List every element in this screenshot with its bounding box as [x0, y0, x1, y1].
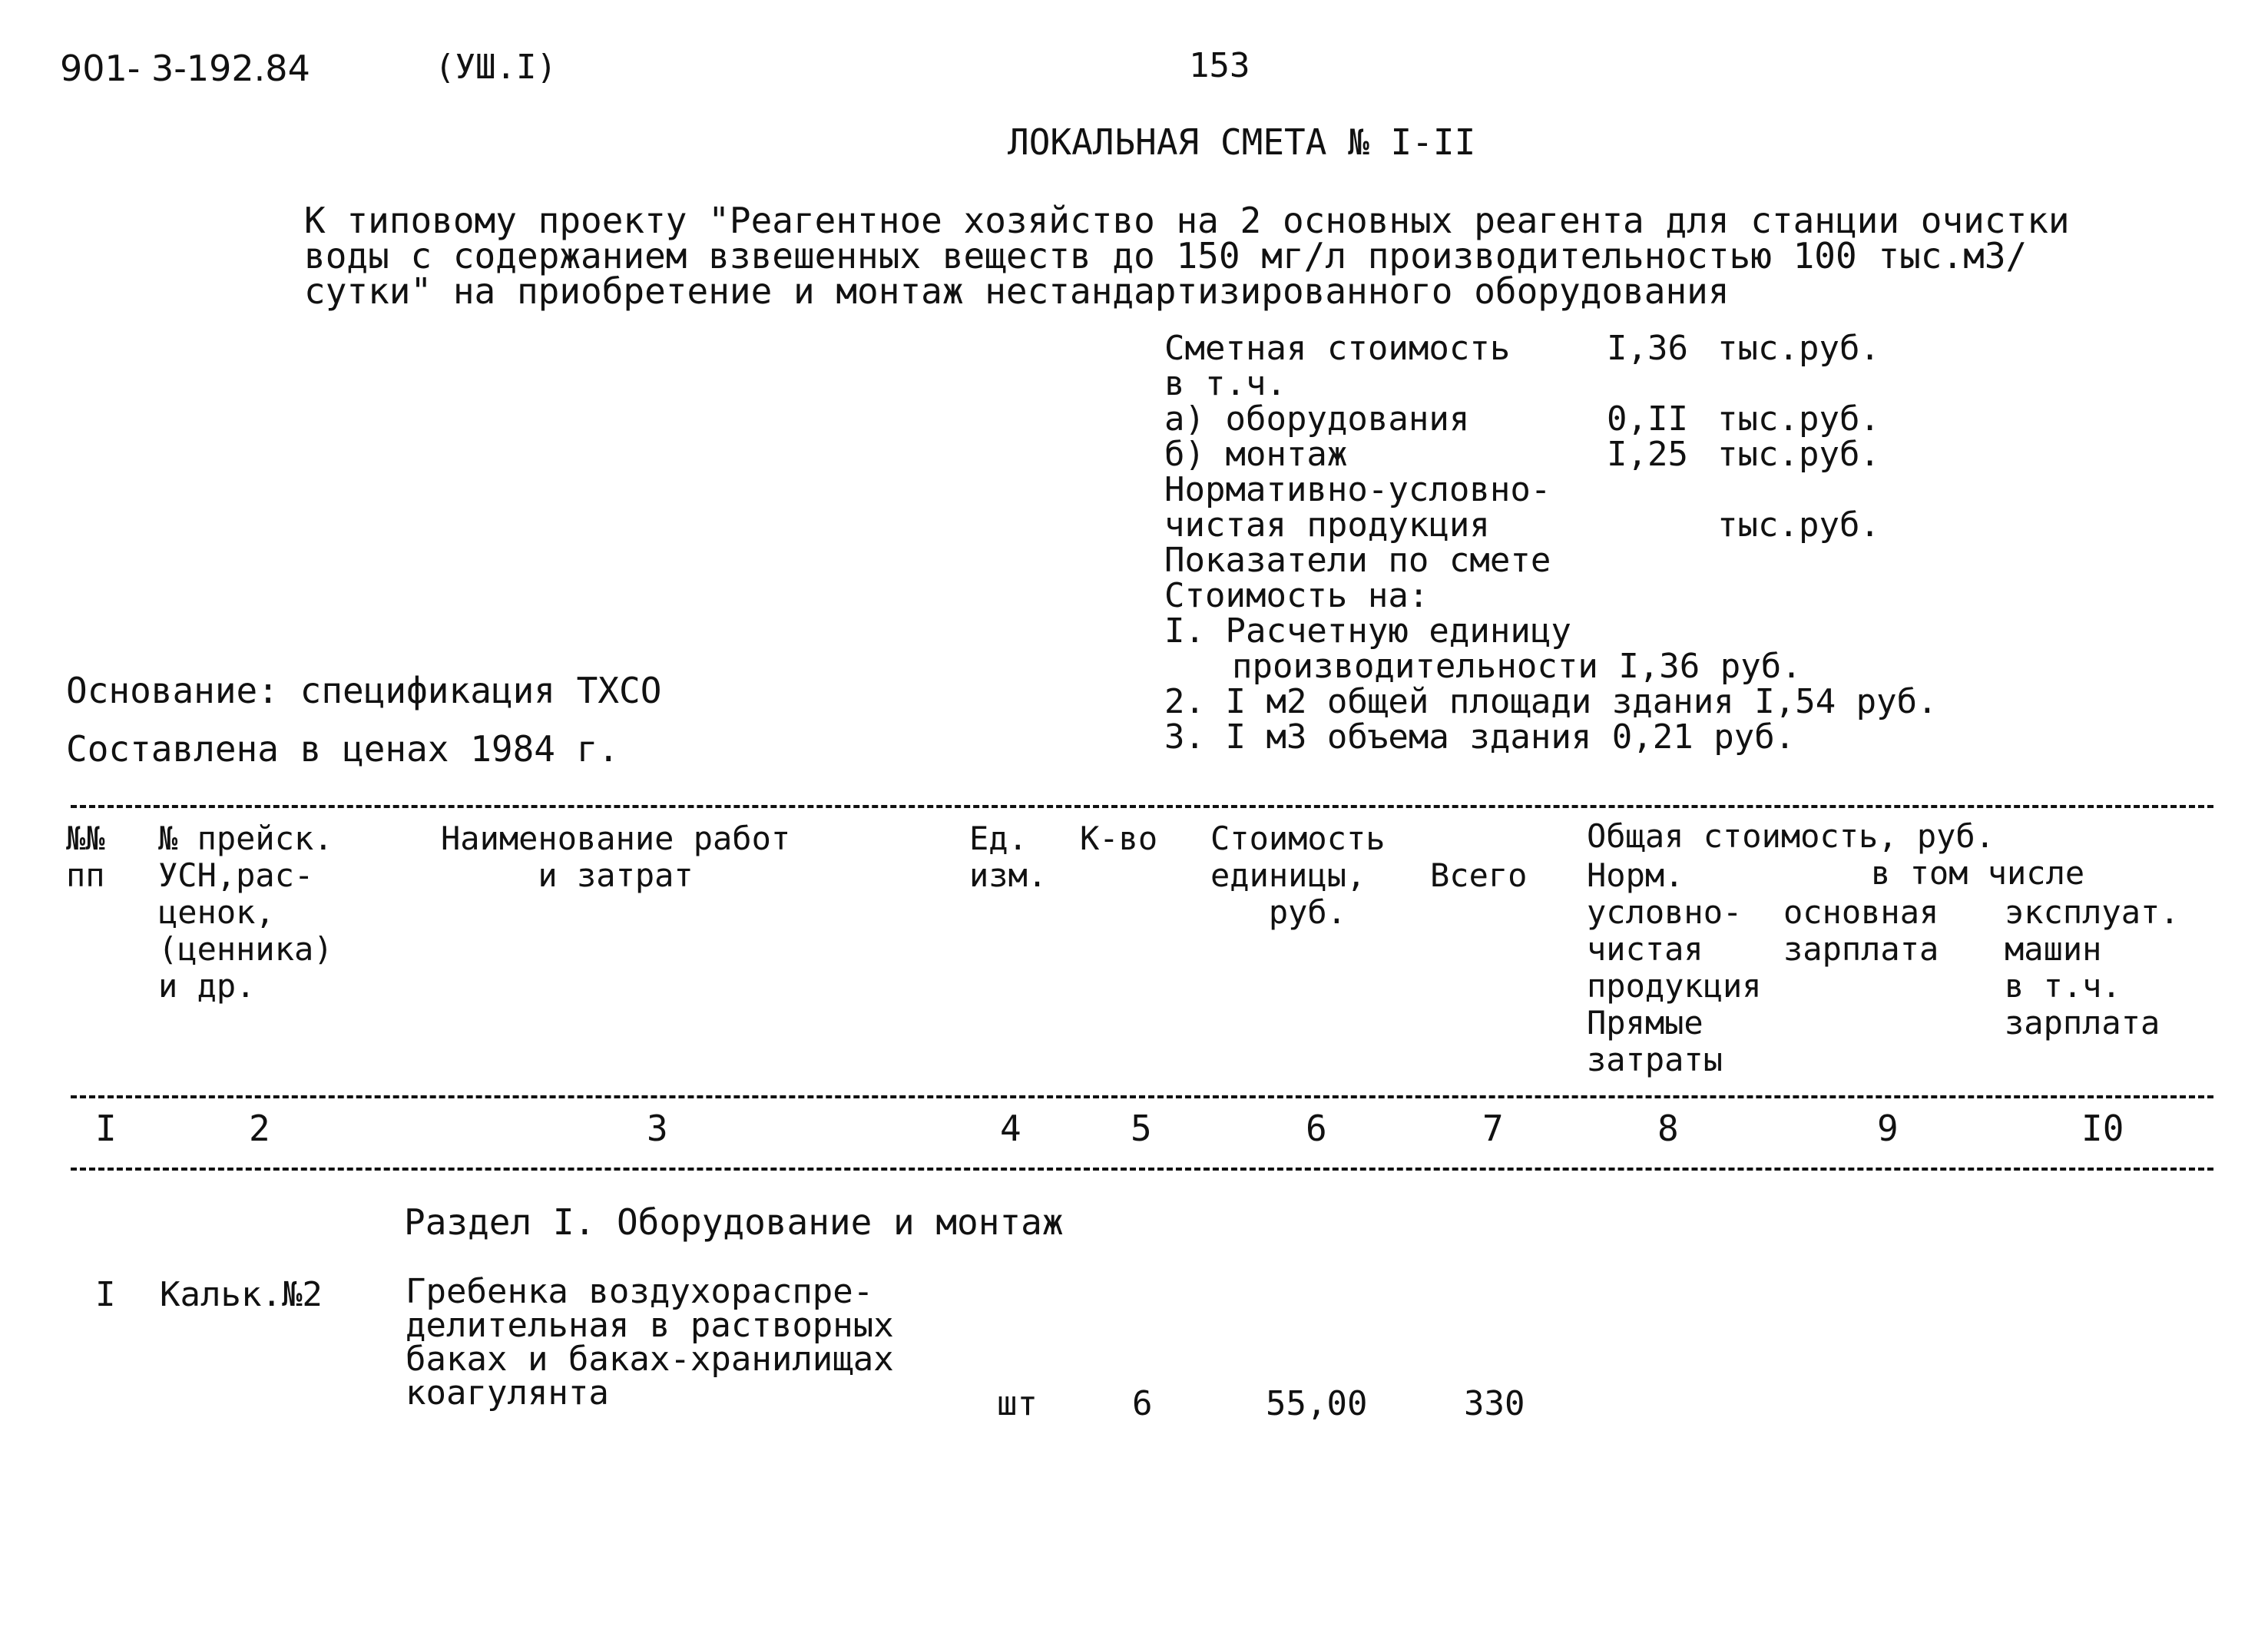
document-title: ЛОКАЛЬНАЯ СМЕТА № I-II — [1008, 121, 1476, 163]
equipment-unit: тыс.руб. — [1717, 399, 1880, 439]
indicators-label: Показатели по смете — [1164, 541, 1551, 580]
row-1-total: 330 — [1464, 1384, 1525, 1423]
indicator-item-3: 3. I м3 объема здания 0,21 руб. — [1164, 717, 1796, 757]
total-cost-value: I,36 — [1607, 329, 1688, 368]
section-code: (УШ.I) — [435, 48, 557, 87]
installation-value: I,25 — [1607, 435, 1688, 474]
col-header-unit: Ед. изм. — [969, 820, 1048, 894]
row-1-number: I — [95, 1275, 116, 1314]
intro-line-3: сутки" на приобретение и монтаж нестандартизированного оборудования — [304, 270, 1730, 312]
col-header-normative: Норм. условно- чистая продукция Прямые затраты — [1587, 856, 1762, 1078]
page-number: 153 — [1189, 46, 1250, 85]
table-top-rule — [71, 805, 2213, 808]
normative-label-1: Нормативно-условно- — [1164, 470, 1551, 509]
col-number-9: 9 — [1877, 1108, 1899, 1149]
table-header-rule — [71, 1095, 2213, 1098]
col-header-pricelist: № прейск. УСН,рас- ценок, (ценника) и др. — [158, 820, 333, 1005]
col-header-quantity: К-во — [1080, 820, 1158, 857]
cost-per-label: Стоимость на: — [1164, 576, 1429, 615]
col-number-7: 7 — [1482, 1108, 1504, 1149]
row-1-name: Гребенка воздухораспре- делительная в растворных баках и баках-хранилищах коагулянта — [406, 1272, 894, 1413]
col-header-total: Всего — [1430, 856, 1528, 894]
col-number-1: I — [95, 1108, 117, 1149]
col-number-10: I0 — [2081, 1108, 2124, 1149]
row-1-quantity: 6 — [1132, 1384, 1153, 1423]
equipment-value: 0,II — [1607, 399, 1688, 439]
equipment-label: а) оборудования — [1164, 399, 1470, 439]
indicator-item-1-line-1: I. Расчетную единицу — [1164, 611, 1571, 651]
basis-text: Основание: спецификация ТХСО — [66, 670, 662, 711]
table-column-numbers-rule — [71, 1168, 2213, 1171]
col-header-machines: эксплуат. машин в т.ч. зарплата — [2005, 893, 2180, 1042]
indicator-item-1-line-2: производительности I,36 руб. — [1232, 647, 1802, 686]
row-1-unit-cost: 55,00 — [1266, 1384, 1368, 1423]
total-cost-unit: тыс.руб. — [1717, 329, 1880, 368]
normative-label-2: чистая продукция — [1164, 505, 1490, 545]
intro-line-2: воды с содержанием взвешенных веществ до 150 мг/л производительностью 100 тыс.м3/ — [304, 235, 2028, 277]
prices-year-text: Составлена в ценах 1984 г. — [66, 728, 620, 770]
normative-unit: тыс.руб. — [1717, 505, 1880, 545]
installation-unit: тыс.руб. — [1717, 435, 1880, 474]
col-number-3: 3 — [647, 1108, 668, 1149]
total-cost-label: Сметная стоимость — [1164, 329, 1511, 368]
col-number-8: 8 — [1657, 1108, 1679, 1149]
intro-line-1: К типовому проекту "Реагентное хозяйство на 2 основных реагента для станции очистки — [304, 200, 2070, 241]
col-header-including: в том числе — [1871, 854, 2085, 892]
col-header-base-salary: основная зарплата — [1783, 893, 1939, 968]
row-1-reference: Кальк.№2 — [160, 1275, 323, 1314]
col-number-2: 2 — [249, 1108, 270, 1149]
col-number-6: 6 — [1306, 1108, 1327, 1149]
col-number-5: 5 — [1131, 1108, 1152, 1149]
including-label: в т.ч. — [1164, 364, 1286, 403]
col-header-name: Наименование работ и затрат — [441, 820, 791, 894]
col-number-4: 4 — [1000, 1108, 1021, 1149]
indicator-item-2: 2. I м2 общей площади здания I,54 руб. — [1164, 682, 1938, 721]
section-title: Раздел I. Оборудование и монтаж — [404, 1201, 1064, 1243]
installation-label: б) монтаж — [1164, 435, 1348, 474]
row-1-unit: шт — [997, 1384, 1038, 1423]
col-header-number: №№ пп — [66, 820, 105, 894]
col-header-unit-cost: Стоимость единицы, руб. — [1210, 820, 1386, 931]
col-header-general-cost: Общая стоимость, руб. — [1587, 817, 1995, 855]
document-code: 901- 3-192.84 — [60, 48, 310, 89]
